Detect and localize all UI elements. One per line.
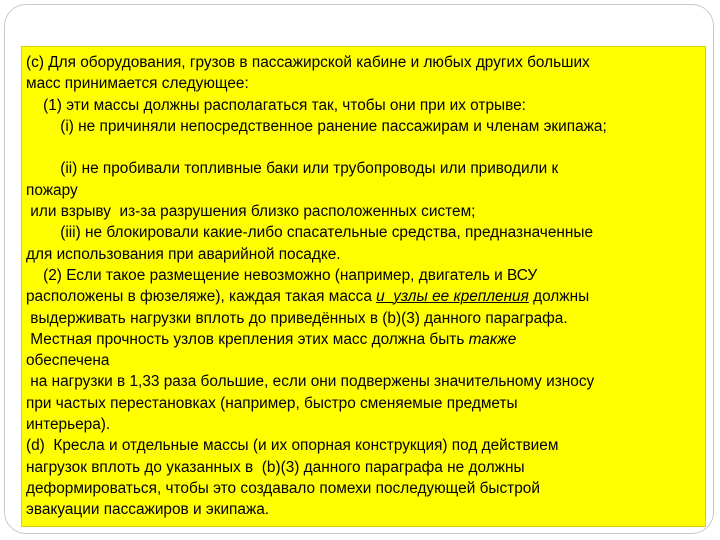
text-line-mixed bbox=[26, 329, 701, 350]
text-line: на нагрузки в 1,33 раза большие, если они подвержены значительному износу bbox=[26, 373, 595, 391]
text-line: (2) Если такое размещение невозможно (например, двигатель и ВСУ bbox=[26, 266, 538, 284]
text-box bbox=[21, 46, 706, 527]
italic-underlined-text: и узлы ее крепления bbox=[376, 288, 529, 306]
italic-text: также bbox=[468, 330, 517, 348]
text-line: при частых перестановках (например, быстро сменяемые предметы bbox=[26, 394, 518, 412]
text-line: (1) эти массы должны располагаться так, чтобы они при их отрыве: bbox=[26, 96, 526, 114]
text-segment: Местная прочность узлов крепления этих масс должна быть bbox=[26, 330, 469, 348]
text-line: (d) Кресла и отдельные массы (и их опорная конструкция) под действием bbox=[26, 437, 559, 455]
text-line: (i) не причиняли непосредственное ранение пассажирам и членам экипажа; bbox=[26, 117, 607, 135]
text-line-mixed bbox=[26, 286, 701, 307]
blank-line bbox=[26, 137, 701, 158]
text-segment: расположены в фюзеляже), каждая такая масса bbox=[26, 288, 377, 306]
text-line: масс принимается следующее: bbox=[26, 75, 249, 93]
text-line: обеспечена bbox=[26, 352, 110, 370]
text-line: интерьера). bbox=[26, 416, 111, 434]
text-line: выдерживать нагрузки вплоть до приведённых в (b)(3) данного параграфа. bbox=[26, 309, 568, 327]
text-line: нагрузок вплоть до указанных в (b)(3) данного параграфа не должны bbox=[26, 458, 525, 476]
text-line: эвакуации пассажиров и экипажа. bbox=[26, 501, 270, 519]
text-line: (iii) не блокировали какие-либо спасательные средства, предназначенные bbox=[26, 224, 594, 242]
text-line: для использования при аварийной посадке. bbox=[26, 245, 341, 263]
text-line: (c) Для оборудования, грузов в пассажирской кабине и любых других больших bbox=[26, 54, 590, 71]
text-line: (ii) не пробивали топливные баки или трубопроводы или приводили к bbox=[26, 160, 559, 178]
slide bbox=[4, 4, 714, 534]
text-segment: должны bbox=[528, 288, 590, 306]
text-line: или взрыву из-за разрушения близко расположенных систем; bbox=[26, 203, 476, 221]
text-line: пожару bbox=[26, 181, 78, 199]
text-line: деформироваться, чтобы это создавало помехи последующей быстрой bbox=[26, 479, 540, 497]
